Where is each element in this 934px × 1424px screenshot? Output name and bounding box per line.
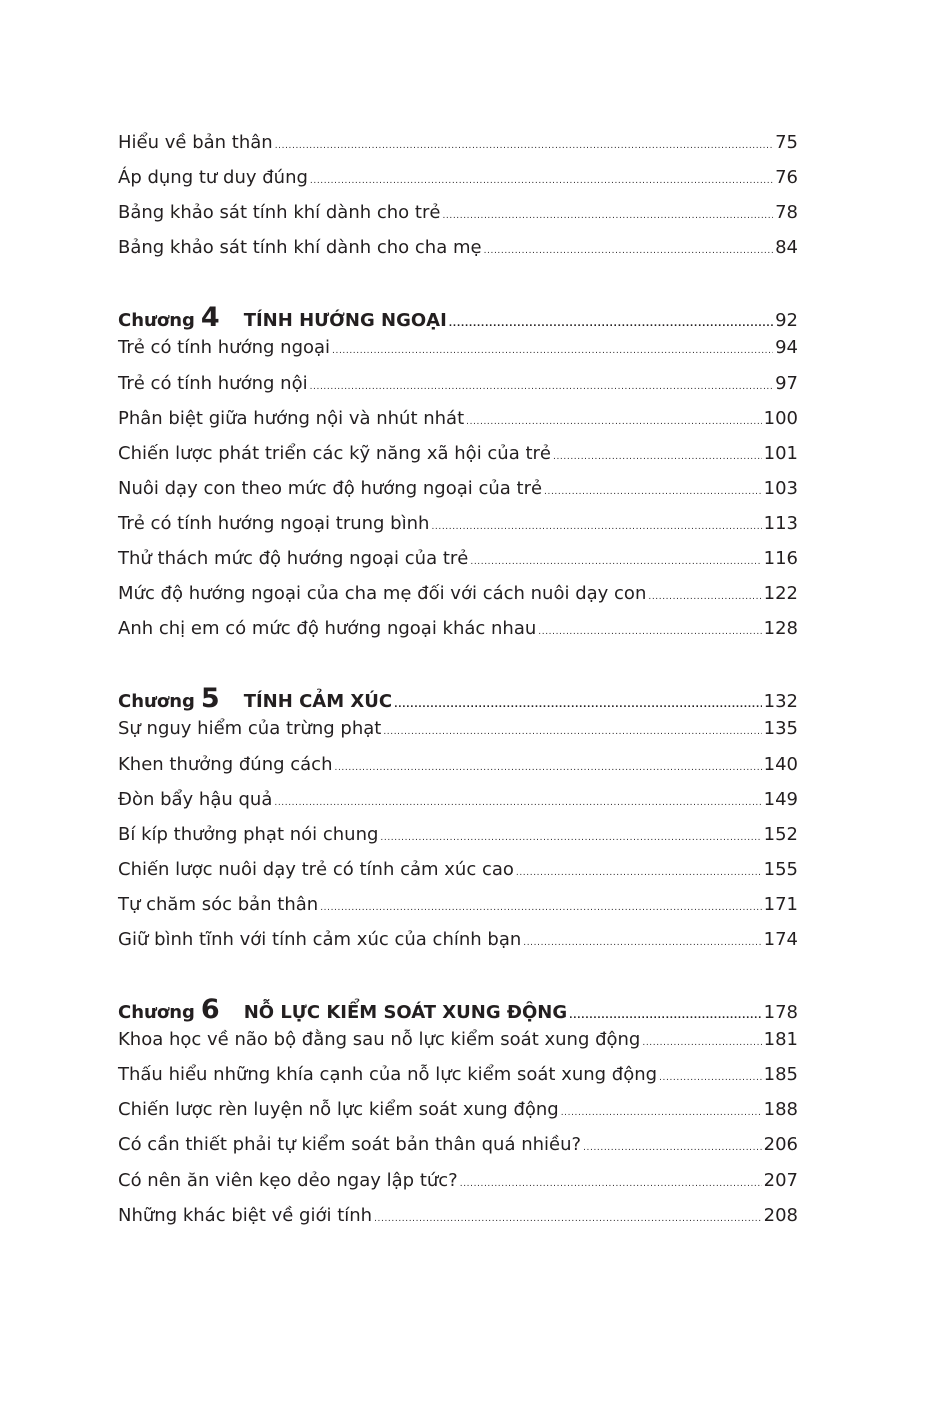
toc-entry[interactable] (118, 1099, 798, 1134)
dot-leader (332, 346, 773, 356)
entry-page: 100 (763, 407, 798, 429)
toc-entry[interactable] (118, 132, 798, 167)
toc-entry[interactable] (118, 583, 798, 618)
toc-entry[interactable] (118, 894, 798, 929)
toc-entry[interactable] (118, 1205, 798, 1240)
dot-leader (523, 938, 761, 948)
dot-leader (659, 1073, 762, 1083)
entry-page: 116 (763, 548, 798, 570)
entry-page: 113 (763, 512, 798, 534)
dot-leader (310, 382, 774, 392)
dot-leader (442, 211, 773, 221)
entry-title: Giữ bình tĩnh với tính cảm xúc của chính bạn (118, 928, 522, 950)
chapter-page: 132 (763, 691, 798, 713)
entry-page: 97 (775, 372, 798, 394)
chapter-label: Chương (118, 310, 195, 332)
entry-page: 207 (763, 1169, 798, 1191)
entry-title: Thấu hiểu những khía cạnh của nỗ lực kiểm soát xung động (118, 1064, 658, 1086)
chapter-page: 178 (763, 1002, 798, 1024)
entry-title: Đòn bẩy hậu quả (118, 788, 273, 810)
entry-page: 185 (763, 1064, 798, 1086)
toc-entry[interactable] (118, 337, 798, 372)
dot-leader (431, 522, 761, 532)
entry-page: 122 (763, 583, 798, 605)
entry-title: Trẻ có tính hướng ngoại (118, 337, 331, 359)
entry-page: 101 (763, 442, 798, 464)
dot-leader (320, 903, 761, 913)
chapter-number: 5 (200, 683, 220, 715)
entry-page: 135 (763, 718, 798, 740)
chapter-number: 4 (200, 302, 220, 334)
entry-page: 84 (775, 237, 798, 259)
dot-leader (449, 319, 773, 329)
entry-page: 149 (763, 788, 798, 810)
toc-entry[interactable] (118, 618, 798, 653)
entry-page: 140 (763, 753, 798, 775)
toc-entry[interactable] (118, 548, 798, 583)
dot-leader (466, 417, 762, 427)
entry-title: Những khác biệt về giới tính (118, 1204, 373, 1226)
toc-entry[interactable] (118, 202, 798, 237)
entry-title: Phân biệt giữa hướng nội và nhút nhát (118, 407, 465, 429)
table-of-contents (118, 132, 798, 1240)
chapter-title: TÍNH CẢM XÚC (243, 691, 393, 713)
dot-leader (553, 452, 762, 462)
entry-title: Trẻ có tính hướng ngoại trung bình (118, 512, 430, 534)
chapter-heading-5[interactable] (118, 683, 798, 718)
dot-leader (648, 592, 761, 602)
toc-entry[interactable] (118, 1029, 798, 1064)
entry-page: 94 (775, 337, 798, 359)
entry-page: 78 (775, 202, 798, 224)
dot-leader (380, 833, 761, 843)
dot-leader (394, 700, 762, 710)
entry-title: Nuôi dạy con theo mức độ hướng ngoại của trẻ (118, 477, 543, 499)
chapter-label: Chương (118, 1002, 195, 1024)
entry-page: 206 (763, 1134, 798, 1156)
chapter-title: TÍNH HƯỚNG NGOẠI (243, 310, 447, 332)
toc-entry[interactable] (118, 754, 798, 789)
entry-title: Áp dụng tư duy đúng (118, 167, 308, 189)
dot-leader (544, 487, 762, 497)
entry-page: 155 (763, 858, 798, 880)
toc-entry[interactable] (118, 1134, 798, 1169)
entry-title: Anh chị em có mức độ hướng ngoại khác nhau (118, 618, 537, 640)
entry-page: 75 (775, 132, 798, 153)
entry-title: Tự chăm sóc bản thân (118, 893, 319, 915)
entry-title: Có cần thiết phải tự kiểm soát bản thân quá nhiều? (118, 1134, 582, 1156)
toc-entry[interactable] (118, 929, 798, 964)
entry-title: Bí kíp thưởng phạt nói chung (118, 823, 379, 845)
chapter-page: 92 (775, 310, 798, 332)
entry-title: Chiến lược nuôi dạy trẻ có tính cảm xúc cao (118, 858, 514, 880)
toc-entry[interactable] (118, 859, 798, 894)
toc-entry[interactable] (118, 513, 798, 548)
entry-title: Bảng khảo sát tính khí dành cho cha mẹ (118, 237, 482, 259)
dot-leader (470, 557, 761, 567)
entry-page: 152 (763, 823, 798, 845)
dot-leader (310, 176, 773, 186)
toc-entry[interactable] (118, 1170, 798, 1205)
dot-leader (275, 141, 773, 151)
toc-entry[interactable] (118, 373, 798, 408)
dot-leader (484, 246, 774, 256)
dot-leader (538, 627, 761, 637)
entry-page: 174 (763, 928, 798, 950)
toc-entry[interactable] (118, 408, 798, 443)
entry-title: Bảng khảo sát tính khí dành cho trẻ (118, 202, 441, 224)
toc-entry[interactable] (118, 1064, 798, 1099)
entry-page: 188 (763, 1099, 798, 1121)
toc-entry[interactable] (118, 167, 798, 202)
entry-title: Chiến lược rèn luyện nỗ lực kiểm soát xung động (118, 1099, 559, 1121)
chapter-number: 6 (200, 994, 220, 1026)
toc-entry[interactable] (118, 824, 798, 859)
dot-leader (583, 1143, 762, 1153)
entry-page: 181 (763, 1029, 798, 1051)
entry-title: Trẻ có tính hướng nội (118, 372, 308, 394)
entry-title: Sự nguy hiểm của trừng phạt (118, 718, 382, 740)
dot-leader (274, 798, 761, 808)
chapter-heading-6[interactable] (118, 994, 798, 1029)
toc-entry[interactable] (118, 718, 798, 753)
dot-leader (383, 727, 761, 737)
entry-title: Có nên ăn viên kẹo dẻo ngay lập tức? (118, 1169, 458, 1191)
entry-page: 103 (763, 477, 798, 499)
entry-title: Hiểu về bản thân (118, 132, 273, 153)
entry-page: 171 (763, 893, 798, 915)
dot-leader (561, 1108, 762, 1118)
toc-entry[interactable] (118, 478, 798, 513)
dot-leader (642, 1038, 761, 1048)
entry-page: 76 (775, 167, 798, 189)
entry-title: Chiến lược phát triển các kỹ năng xã hội của trẻ (118, 442, 552, 464)
toc-entry[interactable] (118, 443, 798, 478)
entry-title: Mức độ hướng ngoại của cha mẹ đối với cách nuôi dạy con (118, 583, 647, 605)
chapter-heading-4[interactable] (118, 302, 798, 337)
dot-leader (460, 1179, 762, 1189)
toc-entry[interactable] (118, 789, 798, 824)
entry-page: 208 (763, 1204, 798, 1226)
entry-title: Khoa học về não bộ đằng sau nỗ lực kiểm soát xung động (118, 1029, 641, 1051)
entry-page: 128 (763, 618, 798, 640)
dot-leader (516, 868, 762, 878)
entry-title: Thử thách mức độ hướng ngoại của trẻ (118, 548, 469, 570)
chapter-title: NỖ LỰC KIỂM SOÁT XUNG ĐỘNG (243, 1002, 568, 1024)
chapter-label: Chương (118, 691, 195, 713)
dot-leader (569, 1011, 762, 1021)
dot-leader (374, 1214, 762, 1224)
entry-title: Khen thưởng đúng cách (118, 753, 333, 775)
dot-leader (334, 763, 761, 773)
toc-entry[interactable] (118, 237, 798, 272)
